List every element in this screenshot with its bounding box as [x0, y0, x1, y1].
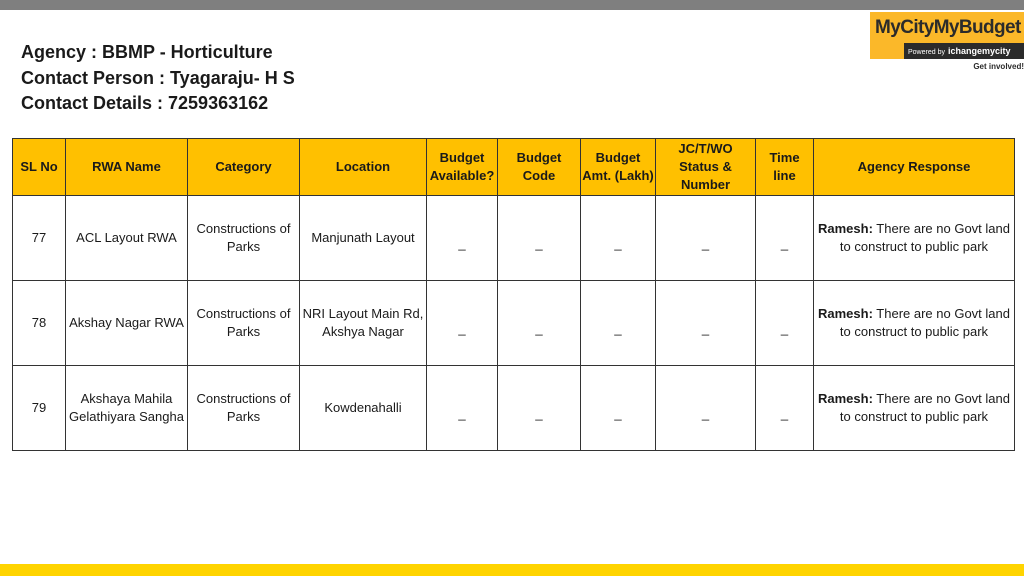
rwa-name-cell: Akshay Nagar RWA — [66, 281, 188, 366]
timeline-value: _ — [780, 321, 789, 336]
budget-available-cell — [427, 366, 498, 451]
column-header: Budget Available? — [427, 139, 498, 196]
budget-code-value: _ — [535, 321, 543, 336]
agency-response-cell — [814, 366, 1015, 451]
column-header: Time line — [756, 139, 814, 196]
responder-name: Ramesh: — [818, 391, 873, 406]
bottom-bar — [0, 564, 1024, 576]
contact-details-line: Contact Details : 7259363162 — [21, 93, 269, 113]
status-value: _ — [701, 236, 710, 251]
budget-available-cell — [427, 281, 498, 366]
agency-info — [21, 40, 295, 117]
timeline-cell — [756, 366, 814, 451]
category-cell: Constructions of Parks — [188, 196, 300, 281]
agency-response-cell — [814, 196, 1015, 281]
table-row — [13, 366, 1015, 451]
budget-code-cell — [498, 281, 581, 366]
responder-name: Ramesh: — [818, 306, 873, 321]
column-header: Agency Response — [814, 139, 1015, 196]
powered-by-text: Powered by — [908, 49, 945, 56]
table-header-row — [13, 139, 1015, 196]
budget-code-cell — [498, 366, 581, 451]
location-cell: Manjunath Layout — [300, 196, 427, 281]
contact-person-line: Contact Person : Tyagaraju- H S — [21, 67, 295, 88]
column-header: RWA Name — [66, 139, 188, 196]
logo-box — [870, 12, 1024, 59]
column-header: JC/T/WO Status & Number — [656, 139, 756, 196]
response-text: There are no Govt land to construct to public park — [839, 306, 1010, 339]
sl-no-cell: 77 — [13, 196, 66, 281]
top-bar — [0, 0, 1024, 10]
responder-name: Ramesh: — [818, 221, 873, 236]
budget-amt-value: _ — [614, 321, 622, 336]
rwa-table — [12, 138, 1015, 451]
timeline-value: _ — [780, 236, 789, 251]
budget-code-value: _ — [535, 236, 543, 251]
column-header: Budget Amt. (Lakh) — [581, 139, 656, 196]
response-text: There are no Govt land to construct to public park — [839, 221, 1010, 254]
sl-no-cell: 79 — [13, 366, 66, 451]
column-header: Category — [188, 139, 300, 196]
powered-by-brand: ichangemycity — [947, 46, 1011, 56]
budget-amt-cell — [581, 281, 656, 366]
budget-amt-cell — [581, 366, 656, 451]
agency-response-cell — [814, 281, 1015, 366]
column-header: Budget Code — [498, 139, 581, 196]
category-cell: Constructions of Parks — [188, 281, 300, 366]
logo-title: MyCityMyBudget — [875, 17, 1021, 38]
status-cell — [656, 196, 756, 281]
status-value: _ — [701, 321, 710, 336]
agency-line: Agency : BBMP - Horticulture — [21, 42, 273, 62]
budget-amt-cell — [581, 196, 656, 281]
table-row — [13, 281, 1015, 366]
budget-available-cell — [427, 196, 498, 281]
rwa-name-cell: ACL Layout RWA — [66, 196, 188, 281]
timeline-cell — [756, 196, 814, 281]
timeline-value: _ — [780, 406, 789, 421]
budget-code-cell — [498, 196, 581, 281]
mycitymybudget-logo — [870, 12, 1024, 74]
sl-no-cell: 78 — [13, 281, 66, 366]
budget-available-value: _ — [458, 236, 466, 251]
budget-amt-value: _ — [614, 236, 622, 251]
budget-amt-value: _ — [614, 406, 622, 421]
budget-code-value: _ — [535, 406, 543, 421]
status-value: _ — [701, 406, 710, 421]
location-cell: Kowdenahalli — [300, 366, 427, 451]
budget-available-value: _ — [458, 406, 466, 421]
logo-tagline: Get involved! — [973, 62, 1024, 71]
column-header: SL No — [13, 139, 66, 196]
status-cell — [656, 366, 756, 451]
timeline-cell — [756, 281, 814, 366]
column-header: Location — [300, 139, 427, 196]
budget-available-value: _ — [458, 321, 466, 336]
location-cell: NRI Layout Main Rd, Akshya Nagar — [300, 281, 427, 366]
rwa-name-cell: Akshaya Mahila Gelathiyara Sangha — [66, 366, 188, 451]
category-cell: Constructions of Parks — [188, 366, 300, 451]
logo-powered-by — [904, 43, 1024, 59]
response-text: There are no Govt land to construct to public park — [839, 391, 1010, 424]
status-cell — [656, 281, 756, 366]
table-row — [13, 196, 1015, 281]
